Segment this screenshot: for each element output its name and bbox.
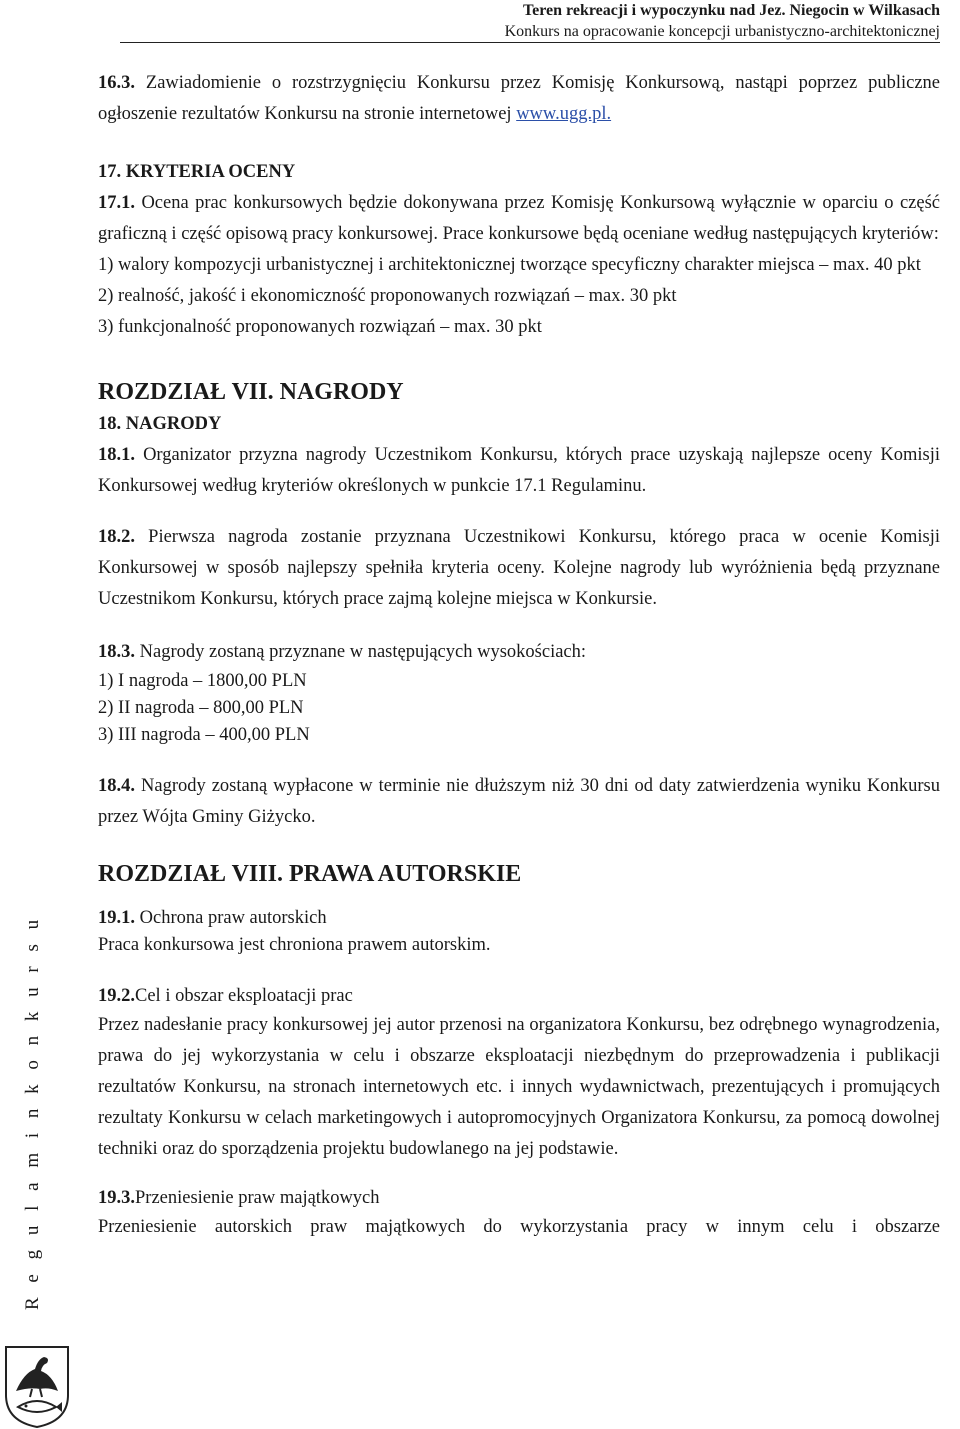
paragraph-text: Pierwsza nagroda zostanie przyznana Uczestnikowi Konkursu, którego praca w ocenie Komisji Konkursowej w sposób najlepszy spełniła kryteria oceny. Kolejne nagrody lub wyróżnienia będą przyznane Uczestnikom Konkursu, których prace zajmą kolejne miejsca w Konkursie. [98, 527, 940, 609]
subsection-title: Cel i obszar eksploatacji prac [135, 986, 353, 1006]
prize-item-1: 1) I nagroda – 1800,00 PLN [98, 671, 307, 691]
paragraph-17-1 [98, 188, 940, 250]
prize-item-2: 2) II nagroda – 800,00 PLN [98, 698, 304, 718]
chapter-7-heading: ROZDZIAŁ VII. NAGRODY [98, 379, 404, 405]
section-18-heading: 18. NAGRODY [98, 414, 222, 434]
section-number: 17.1. [98, 193, 135, 213]
paragraph-18-1 [98, 440, 940, 502]
subsection-title: Przeniesienie praw majątkowych [135, 1188, 380, 1208]
website-link[interactable]: www.ugg.pl. [516, 104, 612, 124]
paragraph-text: Organizator przyzna nagrody Uczestnikom Konkursu, których prace uzyskają najlepsze oceny Komisji Konkursowej według kryteriów określonych w punkcie 17.1 Regulaminu. [98, 445, 940, 496]
section-number: 18.3. [98, 642, 135, 662]
prize-item-3: 3) III nagroda – 400,00 PLN [98, 725, 310, 745]
paragraph-18-4 [98, 771, 940, 833]
criteria-item-2: 2) realność, jakość i ekonomiczność proponowanych rozwiązań – max. 30 pkt [98, 286, 677, 306]
coat-of-arms [2, 1345, 72, 1429]
header-subtitle: Konkurs na opracowanie koncepcji urbanistyczno-architektonicznej [504, 23, 940, 40]
section-number: 19.2. [98, 986, 135, 1006]
section-number: 19.3. [98, 1188, 135, 1208]
section-number: 19.1. [98, 908, 135, 928]
document-body [98, 68, 940, 1243]
paragraph-19-3-title [98, 1185, 940, 1212]
section-number: 18.4. [98, 776, 135, 796]
paragraph-19-1-title [98, 905, 940, 932]
criteria-item-3: 3) funkcjonalność proponowanych rozwiązań – max. 30 pkt [98, 317, 542, 337]
sidebar-label: R e g u l a m i n k o n k u r s u [22, 914, 43, 1310]
paragraph-18-2 [98, 522, 940, 615]
paragraph-text: Nagrody zostaną wypłacone w terminie nie dłuższym niż 30 dni od daty zatwierdzenia wyniku Konkursu przez Wójta Gminy Giżycko. [98, 776, 940, 827]
paragraph-18-3 [98, 637, 940, 668]
chapter-8-heading: ROZDZIAŁ VIII. PRAWA AUTORSKIE [98, 861, 522, 887]
section-number: 16.3. [98, 73, 135, 93]
paragraph-19-2-title [98, 983, 940, 1010]
page-header [505, 0, 940, 42]
paragraph-19-3-text: Przeniesienie autorskich praw majątkowych do wykorzystania pracy w innym celu i obszarze [98, 1217, 940, 1237]
paragraph-text: Ocena prac konkursowych będzie dokonywana przez Komisję Konkursową wyłącznie w oparciu o część graficzną i część opisową pracy konkursowej. Prace konkursowe będą oceniane według następujących kryteriów: [98, 193, 940, 244]
header-title: Teren rekreacji i wypoczynku nad Jez. Niegocin w Wilkasach [522, 2, 940, 19]
paragraph-text: Zawiadomienie o rozstrzygnięciu Konkursu przez Komisję Konkursową, nastąpi poprzez publiczne ogłoszenie rezultatów Konkursu na stronie internetowej [98, 73, 940, 124]
paragraph-19-2-text: Przez nadesłanie pracy konkursowej jej autor przenosi na organizatora Konkursu, bez odrębnego wynagrodzenia, prawa do jej wykorzystania w celu i obszarze eksploatacji niezbędnym do przeprowadzenia i publikacji rezultatów Konkursu, na stronach internetowych etc. i innych wydawnictwach, prezentujących i promujących rezultaty Konkursu w celach marketingowych i autopromocyjnych Organizatora Konkursu, za pomocą dowolnej techniki oraz do sporządzenia projektu budowlanego na jej podstawie. [98, 1015, 940, 1159]
header-divider [120, 42, 940, 43]
paragraph-text: Nagrody zostaną przyznane w następujących wysokościach: [135, 642, 587, 662]
section-number: 18.1. [98, 445, 135, 465]
paragraph-19-1-text: Praca konkursowa jest chroniona prawem autorskim. [98, 935, 491, 955]
paragraph-16-3 [98, 68, 940, 130]
section-17-heading: 17. KRYTERIA OCENY [98, 162, 296, 182]
section-number: 18.2. [98, 527, 135, 547]
criteria-item-1: 1) walory kompozycji urbanistycznej i architektonicznej tworzące specyficzny charakter miejsca – max. 40 pkt [98, 255, 921, 275]
subsection-title: Ochrona praw autorskich [135, 908, 327, 928]
